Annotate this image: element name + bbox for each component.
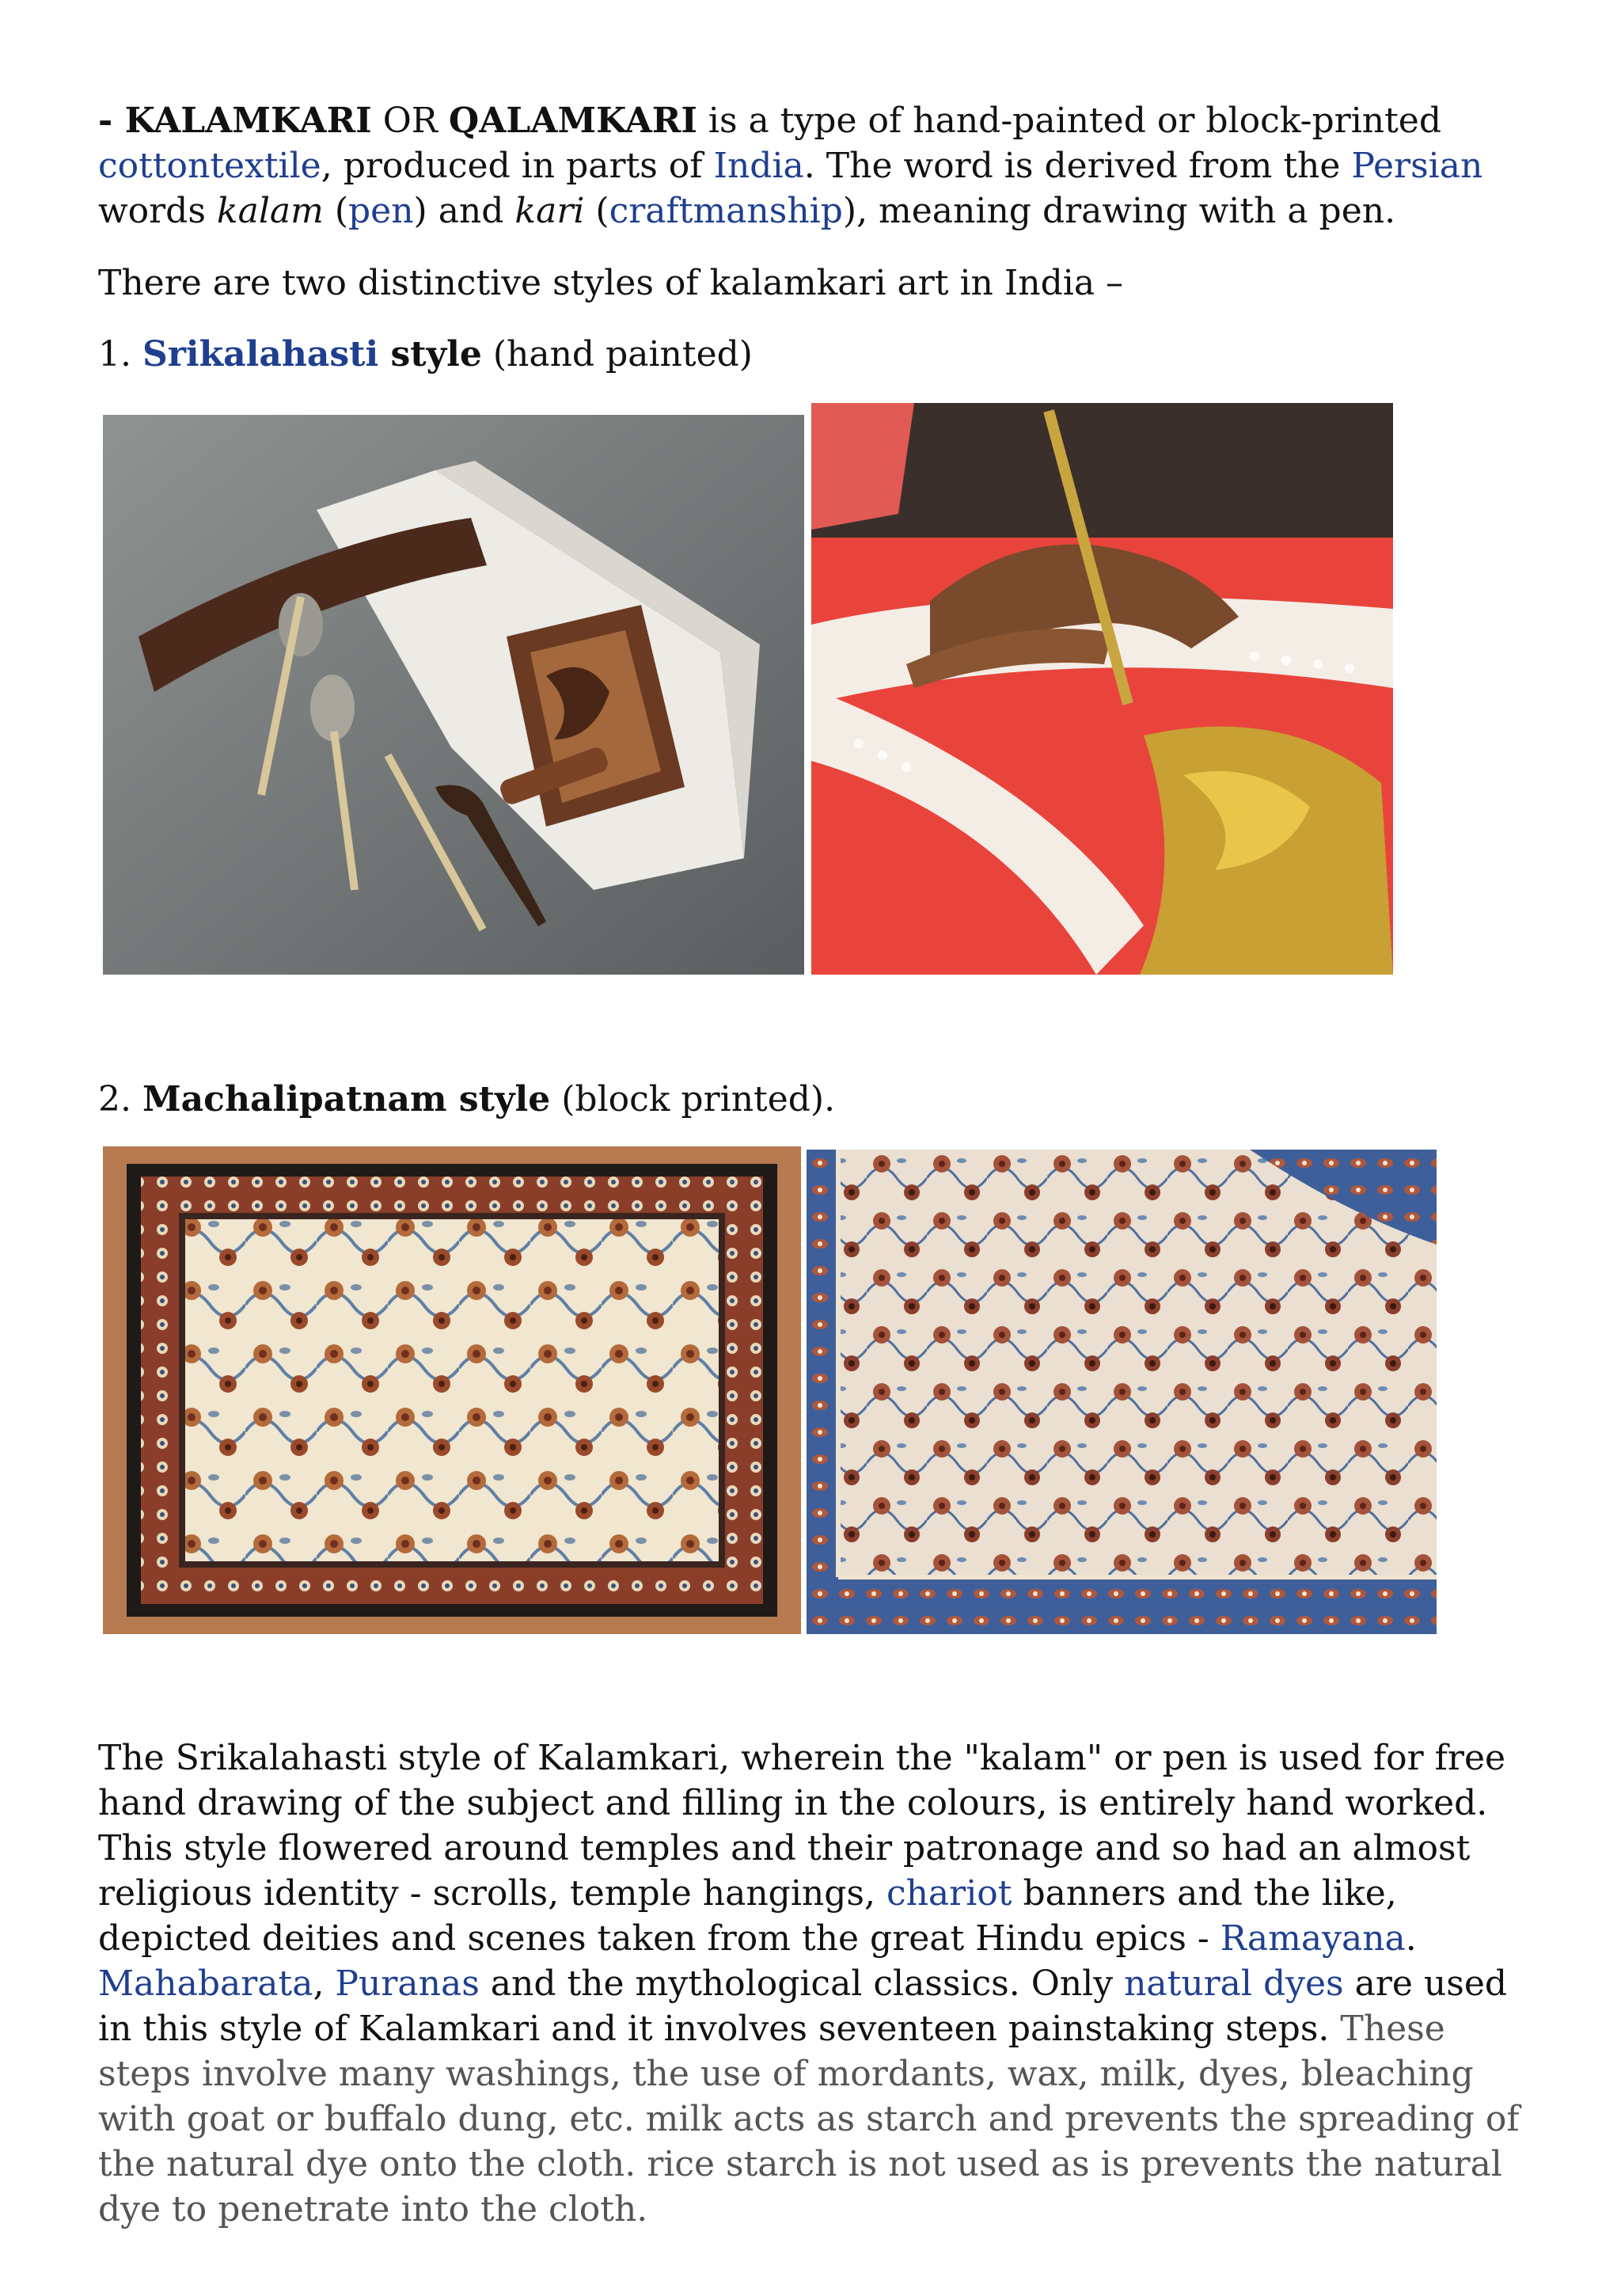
word-kari: kari [514,191,585,231]
painting-photo-illustration [811,403,1393,975]
block-printed-closeup-image [807,1150,1437,1634]
term-qalamkari: QALAMKARI [448,101,697,141]
style-2-desc: (block printed). [550,1079,836,1119]
block-closeup-illustration [807,1150,1437,1634]
style-2-number: 2. [98,1079,142,1119]
style-1-label: style [378,334,482,374]
link-pen[interactable]: pen [348,191,414,231]
style-1-desc: (hand painted) [481,334,753,374]
body-text-7: These steps involve many washings, the use of mordants, wax, milk, dyes, bleaching with goat or buffalo dung, etc. milk acts as starch and prevents the spreading of the natural dye onto the cloth. rice starch is not used as is prevents the natural dye to penetrate into the cloth. [98,2009,1520,2229]
link-mahabarata[interactable]: Mahabarata [98,1963,313,2004]
kalamkari-painting-image [811,403,1393,975]
intro-paragraph [98,98,1539,234]
link-persian[interactable]: Persian [1351,146,1483,186]
style-2-label: Machalipatnam style [142,1079,551,1119]
word-kalam: kalam [216,191,324,231]
block-printed-panel-image [103,1146,801,1634]
styles-intro: There are two distinctive styles of kalamkari art in India – [98,263,1124,303]
body-text-2: banners and the like, depicted deities and scenes taken from the great Hindu epics - [98,1873,1397,1959]
link-natural-dyes[interactable]: natural dyes [1124,1963,1344,2004]
body-paragraph [98,1735,1547,2232]
intro-text-4: words [98,191,217,231]
body-text-4: , [313,1963,336,2004]
link-india[interactable]: India [713,146,804,186]
intro-or: OR [371,101,449,141]
link-puranas[interactable]: Puranas [335,1963,480,2004]
link-cottontextile[interactable]: cottontextile [98,146,321,186]
body-text-5: and the mythological classics. Only [479,1963,1125,2004]
link-ramayana[interactable]: Ramayana [1220,1918,1406,1959]
style-2-heading [98,1077,1539,1122]
intro-text-1: is a type of hand-painted or block-printed [697,101,1441,141]
link-craftmanship[interactable]: craftmanship [609,191,843,231]
body-text-3: . [1405,1918,1417,1959]
link-srikalahasti[interactable]: Srikalahasti [142,334,379,374]
style-1-number: 1. [98,334,142,374]
tools-photo-illustration [103,415,804,975]
intro-dash: - [98,101,125,141]
intro-text-2: , produced in parts of [321,146,714,186]
style-1-heading [98,332,1539,377]
block-panel-illustration [103,1146,801,1634]
intro-text-7: ( [584,191,609,231]
intro-text-5: ( [323,191,348,231]
intro-text-6: ) and [413,191,515,231]
intro-text-8: ), meaning drawing with a pen. [842,191,1396,231]
body-text-1: The Srikalahasti style of Kalamkari, wherein the "kalam" or pen is used for free hand drawing of the subject and filling in the colours, is entirely hand worked. This style flowered around temples and their patronage and so had an almost religious identity - scrolls, temple hangings, [98,1738,1506,1914]
link-chariot[interactable]: chariot [886,1873,1012,1914]
intro-text-3: . The word is derived from the [803,146,1352,186]
term-kalamkari: KALAMKARI [124,101,372,141]
body-text-6: are used in this style of Kalamkari and it involves seventeen painstaking steps. [98,1963,1508,2049]
kalamkari-tools-image [103,415,804,975]
